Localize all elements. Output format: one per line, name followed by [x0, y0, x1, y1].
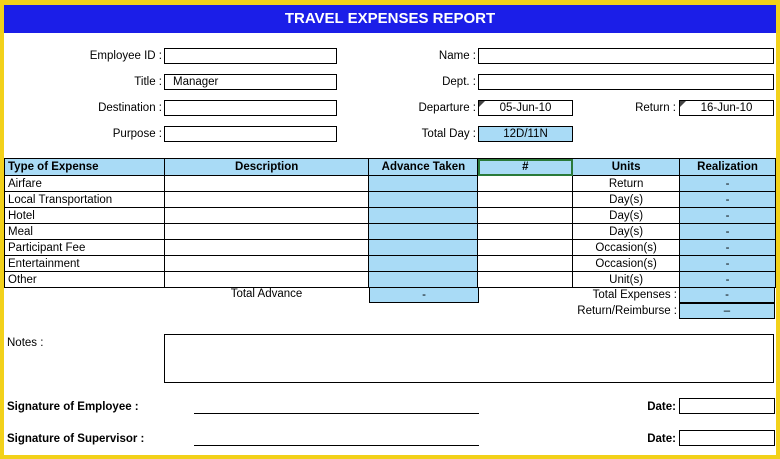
expense-type: Participant Fee — [5, 240, 165, 256]
purpose-label: Purpose : — [112, 128, 162, 140]
signature-supervisor-line[interactable] — [194, 445, 479, 446]
table-row — [5, 272, 776, 288]
description-cell[interactable] — [164, 272, 369, 288]
table-row — [5, 208, 776, 224]
expense-type: Entertainment — [5, 256, 165, 272]
signature-employee-label: Signature of Employee : — [7, 401, 139, 413]
unit-cell: Day(s) — [573, 192, 680, 208]
expense-type: Other — [5, 272, 165, 288]
total-expenses-value: - — [679, 287, 775, 303]
title-label: Title : — [134, 76, 162, 88]
total-advance-label: Total Advance — [230, 288, 303, 300]
expense-table — [4, 158, 776, 288]
total-day-label: Total Day : — [421, 128, 476, 140]
employee-id-label: Employee ID : — [89, 50, 162, 62]
quantity-cell[interactable] — [478, 256, 573, 272]
description-cell[interactable] — [164, 224, 369, 240]
departure-label: Departure : — [418, 102, 476, 114]
unit-cell: Return — [573, 176, 680, 192]
advance-cell[interactable] — [369, 192, 478, 208]
return-value: 16-Jun-10 — [700, 102, 753, 114]
return-field[interactable] — [679, 100, 774, 116]
realization-cell: - — [680, 176, 776, 192]
report-title: TRAVEL EXPENSES REPORT — [4, 5, 776, 33]
advance-cell[interactable] — [369, 224, 478, 240]
expense-type: Airfare — [5, 176, 165, 192]
departure-field[interactable] — [478, 100, 573, 116]
signature-supervisor-label: Signature of Supervisor : — [7, 433, 145, 445]
header-type-of-expense: Type of Expense — [5, 159, 165, 176]
advance-cell[interactable] — [369, 208, 478, 224]
table-row — [5, 176, 776, 192]
advance-cell[interactable] — [369, 272, 478, 288]
return-label: Return : — [635, 102, 676, 114]
supervisor-date-label: Date: — [647, 433, 676, 445]
employee-id-field[interactable] — [164, 48, 337, 64]
realization-cell: - — [680, 240, 776, 256]
name-field[interactable] — [478, 48, 774, 64]
expense-type: Meal — [5, 224, 165, 240]
unit-cell: Day(s) — [573, 224, 680, 240]
purpose-field[interactable] — [164, 126, 337, 142]
unit-cell: Occasion(s) — [573, 240, 680, 256]
description-cell[interactable] — [164, 176, 369, 192]
header-number[interactable]: # — [478, 159, 573, 176]
quantity-cell[interactable] — [478, 240, 573, 256]
title-field[interactable]: Manager — [164, 74, 337, 90]
total-advance-value: - — [369, 287, 479, 303]
employee-date-label: Date: — [647, 401, 676, 413]
return-reimburse-label: Return/Reimburse : — [577, 305, 677, 317]
description-cell[interactable] — [164, 192, 369, 208]
advance-cell[interactable] — [369, 240, 478, 256]
report-sheet — [4, 5, 776, 455]
name-label: Name : — [438, 50, 476, 62]
advance-cell[interactable] — [369, 256, 478, 272]
table-row — [5, 240, 776, 256]
quantity-cell[interactable] — [478, 224, 573, 240]
total-day-field: 12D/11N — [478, 126, 573, 142]
quantity-cell[interactable] — [478, 272, 573, 288]
unit-cell: Day(s) — [573, 208, 680, 224]
employee-date-field[interactable] — [679, 398, 775, 414]
quantity-cell[interactable] — [478, 176, 573, 192]
signature-employee-line[interactable] — [194, 413, 479, 414]
dept-label: Dept. : — [442, 76, 476, 88]
expense-type: Local Transportation — [5, 192, 165, 208]
return-reimburse-value: – — [679, 303, 775, 319]
expense-type: Hotel — [5, 208, 165, 224]
realization-cell: - — [680, 192, 776, 208]
departure-value: 05-Jun-10 — [499, 102, 552, 114]
unit-cell: Occasion(s) — [573, 256, 680, 272]
supervisor-date-field[interactable] — [679, 430, 775, 446]
destination-field[interactable] — [164, 100, 337, 116]
table-header-row — [5, 159, 776, 176]
destination-label: Destination : — [98, 102, 162, 114]
comment-indicator-icon — [680, 101, 686, 107]
header-units: Units — [573, 159, 680, 176]
notes-label: Notes : — [7, 337, 44, 349]
realization-cell: - — [680, 208, 776, 224]
total-expenses-label: Total Expenses : — [592, 289, 677, 301]
unit-cell: Unit(s) — [573, 272, 680, 288]
notes-field[interactable] — [164, 334, 774, 383]
table-row — [5, 224, 776, 240]
header-realization: Realization — [680, 159, 776, 176]
comment-indicator-icon — [479, 101, 485, 107]
dept-field[interactable] — [478, 74, 774, 90]
realization-cell: - — [680, 256, 776, 272]
description-cell[interactable] — [164, 256, 369, 272]
advance-cell[interactable] — [369, 176, 478, 192]
realization-cell: - — [680, 224, 776, 240]
description-cell[interactable] — [164, 208, 369, 224]
header-description: Description — [164, 159, 369, 176]
realization-cell: - — [680, 272, 776, 288]
quantity-cell[interactable] — [478, 192, 573, 208]
header-advance-taken: Advance Taken — [369, 159, 478, 176]
description-cell[interactable] — [164, 240, 369, 256]
quantity-cell[interactable] — [478, 208, 573, 224]
table-row — [5, 192, 776, 208]
table-row — [5, 256, 776, 272]
